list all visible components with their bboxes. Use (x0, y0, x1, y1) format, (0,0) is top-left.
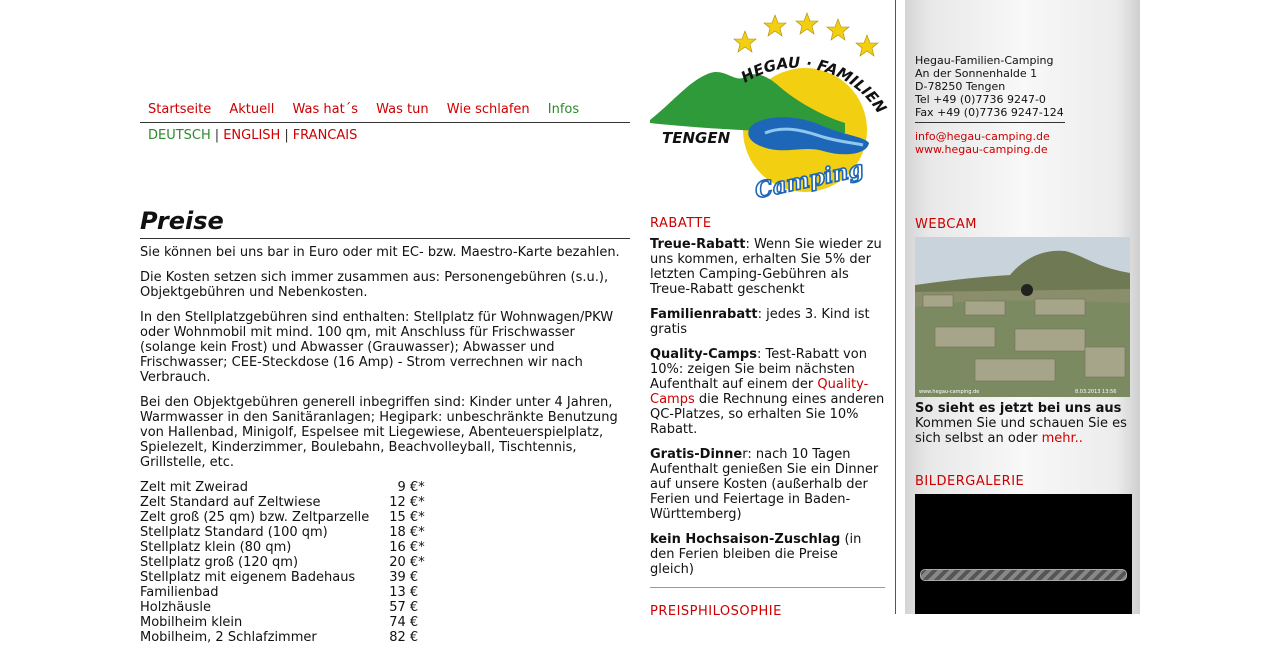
nav-divider (140, 122, 630, 123)
webcam-watermark: www.hegau-camping.de (919, 389, 980, 395)
hochsaison-note (650, 532, 885, 577)
title-divider (140, 238, 630, 239)
dinner-label: Gratis-Dinne (650, 447, 743, 462)
stellplatz-paragraph: In den Stellplatzgebühren sind enthalten: Stellplatz für Wohnwagen/PKW oder Wohnmobil mit mind. 100 qm, mit Anschluss für Frischwasser (solange kein Frost) und Abwasser (Grauwasser); Abwasser und Frischwasser; CEE-Steckdose (16 Amp) - Strom verrechnen wir nach Verbrauch. (140, 310, 614, 385)
addr-city: D-78250 Tengen (915, 80, 1006, 93)
gratis-dinner (650, 447, 885, 522)
quality-camps (650, 347, 885, 437)
price-row (140, 525, 428, 540)
price-item: Stellplatz groß (120 qm) (140, 555, 299, 570)
lang-separator: | (284, 128, 289, 143)
lang-separator: | (214, 128, 220, 143)
price-value: 13 € (389, 585, 419, 600)
cost-paragraph: Die Kosten setzen sich immer zusammen aus: Personengebühren (s.u.), Objektgebühren und Nebenkosten. (140, 270, 609, 300)
price-value: 16 € (389, 540, 419, 555)
price-item: Holzhäusle (140, 600, 211, 615)
webcam-text: Kommen Sie und schauen Sie es sich selbst an oder (915, 416, 1127, 446)
price-value: 15 € (389, 510, 419, 525)
price-value: 12 € (389, 495, 419, 510)
addr-name: Hegau-Familien-Camping (915, 54, 1054, 67)
lang-deutsch[interactable]: DEUTSCH (148, 128, 211, 143)
price-star: * (418, 510, 425, 525)
main-content (140, 205, 630, 645)
quality-label: Quality-Camps (650, 347, 757, 362)
webcam-image[interactable] (915, 237, 1130, 397)
price-item: Zelt mit Zweirad (140, 480, 248, 495)
lang-english[interactable]: ENGLISH (223, 128, 281, 143)
price-star (418, 570, 428, 585)
gallery-player[interactable] (915, 494, 1132, 614)
price-item: Familienbad (140, 585, 219, 600)
rabatte-heading: RABATTE (650, 216, 712, 231)
price-row (140, 480, 428, 495)
price-star: * (418, 480, 425, 495)
addr-street: An der Sonnenhalde 1 (915, 67, 1038, 80)
price-item: Stellplatz mit eigenem Badehaus (140, 570, 356, 585)
website-link[interactable]: www.hegau-camping.de (915, 143, 1048, 156)
price-value: 82 € (389, 630, 419, 645)
logo-arc-text: HEGAU · FAMILIEN (737, 53, 890, 117)
addr-phone: Tel +49 (0)7736 9247-0 (915, 93, 1046, 106)
nav-startseite[interactable]: Startseite (148, 102, 212, 117)
nav-wie-schlafen[interactable]: Wie schlafen (446, 102, 530, 117)
webcam-heading: WEBCAM (915, 217, 977, 232)
nav-infos[interactable]: Infos (547, 102, 580, 117)
price-star (418, 615, 428, 630)
nav-aktuell[interactable]: Aktuell (229, 102, 275, 117)
discount-column (650, 216, 885, 625)
payment-paragraph: Sie können bei uns bar in Euro oder mit EC- bzw. Maestro-Karte bezahlen. (140, 245, 620, 260)
price-star (418, 630, 428, 645)
price-item: Mobilheim klein (140, 615, 243, 630)
price-row (140, 630, 428, 645)
price-star: * (418, 495, 425, 510)
address-divider (915, 122, 1065, 123)
webcam-description (915, 401, 1130, 446)
treue-label: Treue-Rabatt (650, 237, 746, 252)
webcam-timestamp: 8.03.2013 13:56 (1075, 389, 1117, 395)
price-value: 20 € (389, 555, 419, 570)
price-star: * (418, 555, 425, 570)
dinner-r: r (742, 447, 748, 462)
price-row (140, 585, 428, 600)
addr-fax: Fax +49 (0)7736 9247-124 (915, 106, 1064, 119)
familien-rabatt (650, 307, 885, 337)
hoch-text: (in den Ferien bleiben die Preise gleich) (650, 532, 862, 577)
nav-was-hats[interactable]: Was hat´s (292, 102, 358, 117)
nav-was-tun[interactable]: Was tun (376, 102, 429, 117)
logo-word: Camping (752, 155, 866, 205)
column-divider (895, 0, 896, 614)
price-item: Mobilheim, 2 Schlafzimmer (140, 630, 317, 645)
lang-francais[interactable]: FRANCAIS (292, 128, 358, 143)
preisphilosophie-heading: PREISPHILOSOPHIE (650, 604, 782, 619)
price-row (140, 570, 428, 585)
familie-label: Familienrabatt (650, 307, 758, 322)
price-value: 39 € (389, 570, 419, 585)
quality-camps-link[interactable]: Quality-Camps (650, 377, 869, 407)
page-title: Preise (140, 207, 224, 235)
price-item: Zelt groß (25 qm) bzw. Zeltparzelle (140, 510, 370, 525)
quality-text-2: die Rechnung eines anderen QC-Platzes, so erhalten Sie 10% Rabatt. (650, 392, 885, 437)
webcam-more-link[interactable]: mehr.. (1041, 431, 1083, 446)
price-value: 74 € (389, 615, 419, 630)
gallery-loading-bar (920, 569, 1127, 581)
price-value: 57 € (389, 600, 419, 615)
price-star (418, 600, 428, 615)
mid-divider (650, 587, 885, 588)
price-item: Zelt Standard auf Zeltwiese (140, 495, 321, 510)
dinner-text: : nach 10 Tagen Aufenthalt genießen Sie ein Dinner auf unsere Kosten (außerhalb der Ferien und Feiertage in Baden-Württemberg) (650, 447, 879, 522)
main-nav (148, 102, 593, 117)
price-row (140, 540, 428, 555)
quality-text-1: : Test-Rabatt von 10%: zeigen Sie beim nächsten Aufenthalt auf einem der (650, 347, 867, 392)
treue-text: : Wenn Sie wieder zu uns kommen, erhalten Sie 5% der letzten Camping-Gebühren als Treue-Rabatt geschenkt (650, 237, 882, 297)
price-star: * (418, 540, 425, 555)
logo-stars (734, 13, 878, 56)
price-value: 9 € (397, 480, 419, 495)
camping-logo[interactable] (645, 5, 890, 210)
price-star (418, 585, 428, 600)
treue-rabatt (650, 237, 885, 297)
price-row (140, 615, 428, 630)
price-row (140, 555, 428, 570)
price-row (140, 600, 428, 615)
sidebar (905, 0, 1140, 614)
objekt-paragraph: Bei den Objektgebühren generell inbegriffen sind: Kinder unter 4 Jahren, Warmwasser in den Sanitäranlagen; Hegipark: unbeschränkte Benutzung von Hallenbad, Minigolf, Espelsee mit Liegewiese, Abenteuerspielplatz, Spielezelt, Kinderzimmer, Boulebahn, Beachvolleyball, Tischtennis, Grillstelle, etc. (140, 395, 618, 470)
price-item: Stellplatz Standard (100 qm) (140, 525, 328, 540)
webcam-caption: So sieht es jetzt bei uns aus (915, 401, 1122, 416)
address-block (915, 54, 1064, 119)
language-switcher (148, 128, 357, 143)
price-row (140, 495, 428, 510)
familie-text: : jedes 3. Kind ist gratis (650, 307, 870, 337)
gallery-heading: BILDERGALERIE (915, 474, 1025, 489)
price-star: * (418, 525, 425, 540)
logo-town: TENGEN (662, 129, 731, 147)
email-link[interactable]: info@hegau-camping.de (915, 130, 1050, 143)
contact-links (915, 130, 1050, 156)
price-table (140, 480, 428, 645)
price-row (140, 510, 428, 525)
price-item: Stellplatz klein (80 qm) (140, 540, 292, 555)
hoch-label: kein Hochsaison-Zuschlag (650, 532, 841, 547)
price-value: 18 € (389, 525, 419, 540)
